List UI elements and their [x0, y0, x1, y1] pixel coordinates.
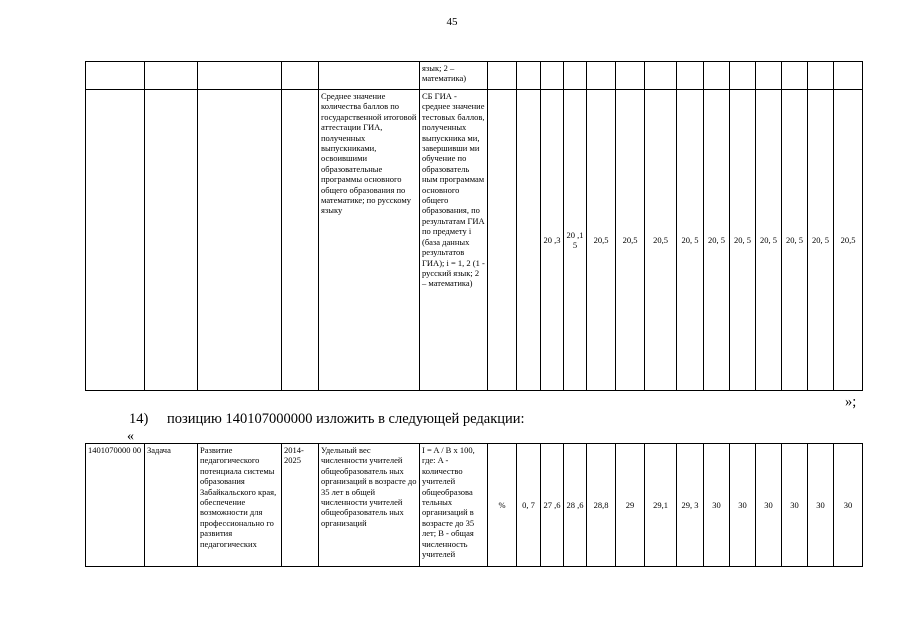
value-cell: 27 ,6	[541, 444, 564, 567]
value-cell: 20 ,3	[541, 90, 564, 391]
value-cell: 20, 5	[730, 90, 756, 391]
value-cell: 30	[782, 444, 808, 567]
item-number: 14)	[129, 411, 149, 427]
value-cell: 29, 3	[677, 444, 704, 567]
value-cell: 28,8	[587, 444, 616, 567]
method-cell: I = A / B x 100, где: A - количество учителей общеобразова тельных организаций в возрасте до 35 лет; B - общая численность учителей	[420, 444, 488, 567]
value-cell: 20,5	[587, 90, 616, 391]
value-cell: 30	[730, 444, 756, 567]
value-cell	[488, 90, 517, 391]
value-cell: 30	[808, 444, 834, 567]
value-cell: 29	[616, 444, 645, 567]
value-cell: 0, 7	[517, 444, 541, 567]
amendment-instruction	[129, 411, 525, 428]
closing-quote: »;	[845, 394, 857, 410]
value-cell: 29,1	[645, 444, 677, 567]
indicator-table-continued	[85, 61, 863, 391]
type-cell: Задача	[145, 444, 198, 567]
instruction-text: позицию 140107000000 изложить в следующей редакции:	[167, 411, 525, 427]
value-cell: 30	[704, 444, 730, 567]
unit-cell: %	[488, 444, 517, 567]
indicator-cell: Среднее значение количества баллов по государственной итоговой аттестации ГИА, полученных выпускниками, освоившими образовательные программы основного общего образования по математике; по русскому языку	[319, 90, 420, 391]
method-cell: СБ ГИА - среднее значение тестовых баллов, полученных выпускника ми, завершивши ми обучение по образователь ным программам основного общего образования, по результатам ГИА по предмету i (база данных результатов ГИА); i = 1, 2 (1 - русский язык; 2 – математика)	[420, 90, 488, 391]
table-row	[86, 62, 863, 90]
value-cell: 20 ,1 5	[564, 90, 587, 391]
value-cell: 28 ,6	[564, 444, 587, 567]
indicator-cell: Удельный вес численности учителей общеобразователь ных организаций в возрасте до 35 лет в общей численности учителей общеобразователь ных организаций	[319, 444, 420, 567]
value-cell: 20,5	[834, 90, 863, 391]
name-cell: Развитие педагогического потенциала системы образования Забайкальского края, обеспечение возможности для профессионально го развития педагогических	[198, 444, 282, 567]
table-row	[86, 90, 863, 391]
value-cell: 30	[756, 444, 782, 567]
value-cell: 20, 5	[677, 90, 704, 391]
value-cell: 20, 5	[808, 90, 834, 391]
indicator-table-new	[85, 443, 863, 567]
value-cell: 20, 5	[704, 90, 730, 391]
value-cell: 30	[834, 444, 863, 567]
period-cell: 2014-2025	[282, 444, 319, 567]
opening-quote: «	[127, 429, 134, 444]
value-cell	[517, 90, 541, 391]
value-cell: 20,5	[616, 90, 645, 391]
table-row	[86, 444, 863, 567]
code-cell: 1401070000 00	[86, 444, 145, 567]
method-cell: язык; 2 – математика)	[420, 62, 488, 90]
value-cell: 20, 5	[756, 90, 782, 391]
value-cell: 20, 5	[782, 90, 808, 391]
value-cell: 20,5	[645, 90, 677, 391]
page-number: 45	[446, 16, 458, 28]
